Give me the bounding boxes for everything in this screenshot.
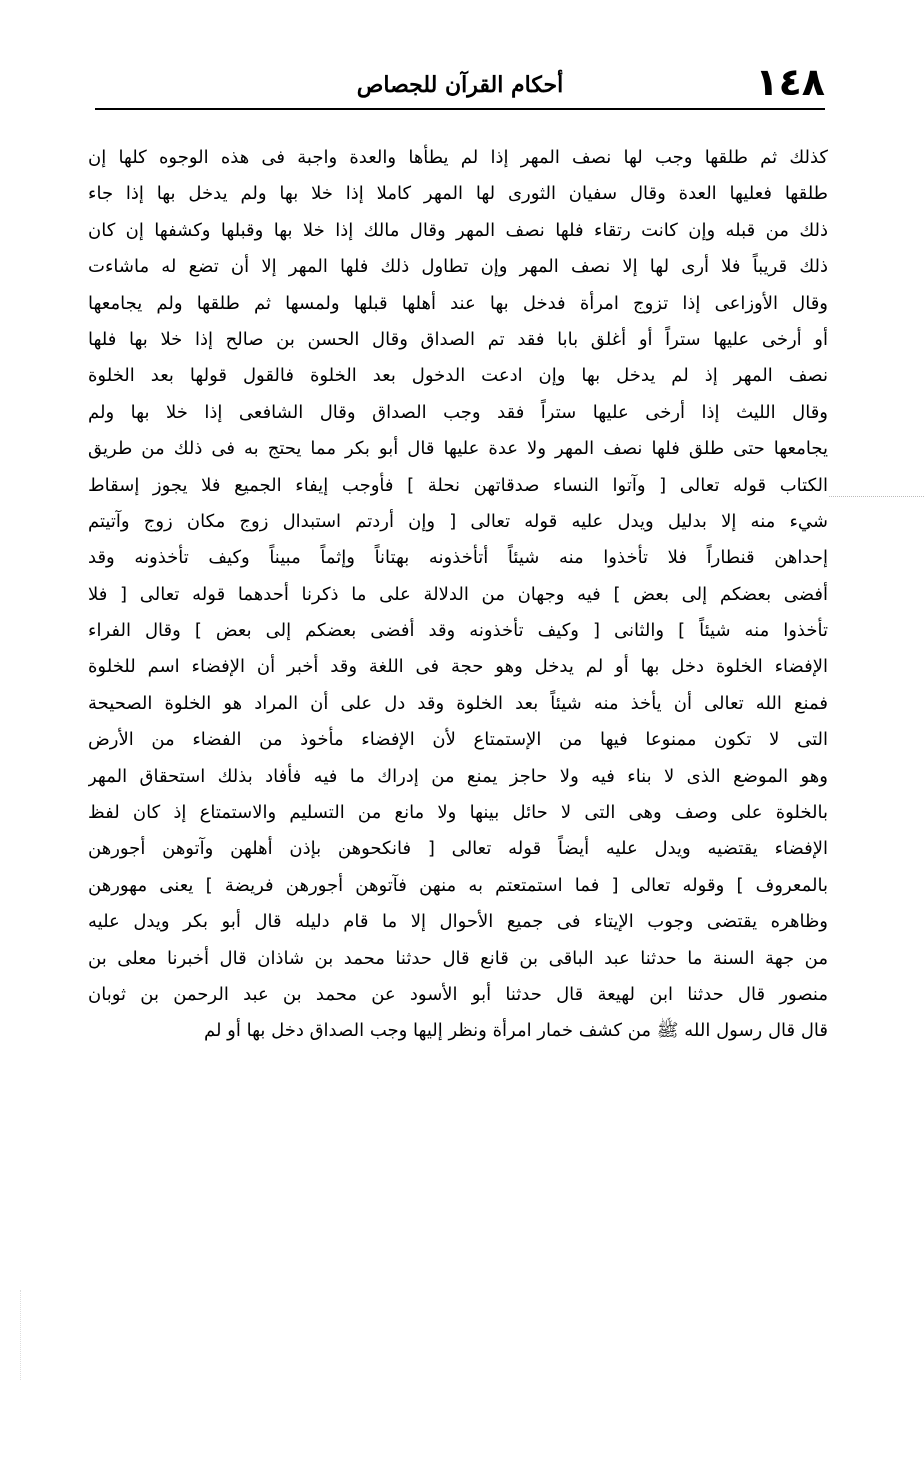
text-line: أو أرخى عليها ستراً أو أغلق بابا فقد تم الصداق وقال الحسن بن صالح إذا خلا بها فلها [88,328,828,350]
text-line: كذلك ثم طلقها وجب لها نصف المهر إذا لم يطأها والعدة واجبة فى هذه الوجوه كلها إن [88,147,828,168]
text-line: شيء منه إلا بدليل ويدل عليه قوله تعالى [ وإن أردتم استبدال زوج مكان زوج وآتيتم [88,510,828,532]
text-line: بالمعروف ] وقوله تعالى [ فما استمتعتم به منهن فآتوهن أجورهن فريضة ] يعنى مهورهن [88,874,828,896]
body-text [88,140,828,1050]
text-line: وهو الموضع الذى لا بناء فيه ولا حاجز يمنع من إدراك ما فيه فأفاد بذلك استحقاق المهر [88,765,828,787]
text-line: بالخلوة على وصف وهى التى لا حائل بينها ولا مانع من التسليم والاستمتاع إذ كان لفظ [88,802,828,824]
text-line: فمنع الله تعالى أن يأخذ منه شيئاً بعد الخلوة وقد دل على أن المراد هو الخلوة الصحيحة [88,692,828,714]
text-line: الإفضاء الخلوة دخل بها أو لم يدخل وهو حجة فى اللغة وقد أخبر أن الإفضاء اسم للخلوة [88,656,828,678]
text-line: وقال الليث إذا أرخى عليها ستراً فقد وجب الصداق وقال الشافعى إذا خلا بها ولم [88,401,828,423]
text-line: الكتاب قوله تعالى [ وآتوا النساء صدقاتهن نحلة ] فأوجب إيفاء الجميع فلا يجوز إسقاط [88,474,828,496]
text-line: من جهة السنة ما حدثنا عبد الباقى بن قانع قال حدثنا محمد بن شاذان قال أخبرنا معلى بن [88,947,828,969]
text-line: منصور قال حدثنا ابن لهيعة قال حدثنا أبو الأسود عن محمد بن عبد الرحمن بن ثوبان [88,983,828,1005]
text-line: تأخذوا منه شيئاً ] والثانى [ وكيف تأخذونه وقد أفضى بعضكم إلى بعض ] وقال الفراء [88,620,828,642]
header-divider [95,108,825,110]
text-line: وظاهره يقتضى وجوب الإيتاء فى جميع الأحوال إلا ما قام دليله قال أبو بكر ويدل عليه [88,911,828,933]
text-line: وقال الأوزاعى إذا تزوج امرأة فدخل بها عند أهلها قبلها ولمسها ثم طلقها ولم يجامعها [88,292,828,314]
text-line: يجامعها حتى طلق فلها نصف المهر ولا عدة عليها قال أبو بكر مما يحتج به فى ذلك من طريق [88,438,828,460]
text-line: أفضى بعضكم إلى بعض ] فيه وجهان من الدلالة على ما ذكرنا أحدهما قوله تعالى [ فلا [88,583,828,605]
text-line: إحداهن قنطاراً فلا تأخذوا منه شيئاً أتأخذونه بهتاناً وإثماً مبيناً وكيف تأخذونه وقد [88,547,828,569]
text-line: ذلك قريباً فلا أرى لها إلا نصف المهر وإن تطاول ذلك فلها المهر إلا أن تضع له ماشاءت [88,256,828,278]
page-number: ١٤٨ [755,60,825,104]
text-line: الإفضاء يقتضيه ويدل عليه أيضاً قوله تعالى [ فانكحوهن بإذن أهلهن وآتوهن أجورهن [88,838,828,860]
text-line: نصف المهر إذ لم يدخل بها وإن ادعت الدخول بعد الخلوة فالقول قولها بعد الخلوة [88,365,828,387]
page-header [95,58,825,106]
text-line: قال قال رسول الله ﷺ من كشف خمار امرأة ونظر إليها وجب الصداق دخل بها أو لم [203,1020,828,1042]
text-line: ذلك من قبله وإن كانت رتقاء فلها نصف المهر وقال مالك إذا خلا بها وقبلها وكشفها إن كان [88,219,828,241]
running-title: أحكام القرآن للجصاص [356,72,564,98]
text-line: طلقها فعليها العدة وقال سفيان الثورى لها المهر كاملا إذا خلا بها ولم يدخل بها إذا جاء [88,183,828,205]
scan-edge-dots [20,1290,23,1380]
text-line: التى لا تكون ممنوعا فيها من الإستمتاع لأن الإفضاء مأخوذ من الفضاء من الأرض [88,729,828,751]
scan-margin-mark [829,496,924,497]
